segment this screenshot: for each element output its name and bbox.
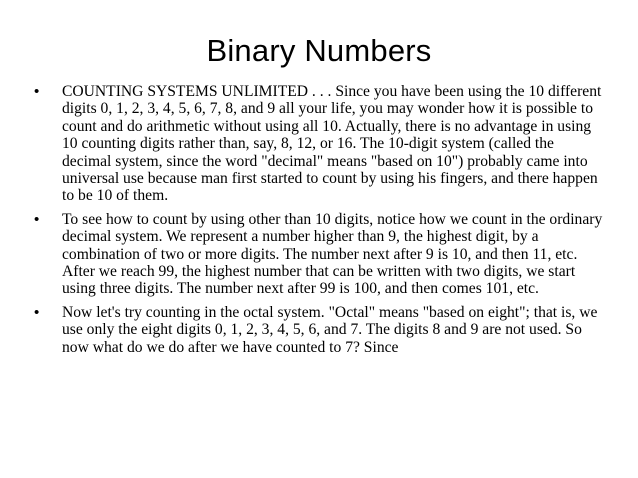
bullet-icon: • bbox=[34, 83, 40, 100]
bullet-icon: • bbox=[34, 210, 40, 228]
bullet-text: To see how to count by using other than 10 digits, notice how we count in the ordinary decimal system. We represent a number higher than 9, the highest digit, by a combination of two or more digits. The number next after 9 is 10, and then 11, etc. After we reach 99, the highest number that can be written with two digits, we start using three digits. The number next after 99 is 100, and then comes 101, etc. bbox=[62, 210, 603, 298]
bullet-text: COUNTING SYSTEMS UNLIMITED . . . Since you have been using the 10 different digits 0, 1, 2, 3, 4, 5, 6, 7, 8, and 9 all your life, you may wonder how it is possible to count and do arithmetic without using all 10. Actually, there is no advantage in using 10 counting digits rather than, say, 8, 12, or 16. The 10-digit system (called the decimal system, since the word "decimal" means "based on 10") probably came into universal use because man first started to count by using his fingers, and there happen to be 10 of them. bbox=[62, 83, 602, 205]
bullet-item-counting-systems bbox=[34, 83, 606, 205]
slide-title: Binary Numbers bbox=[206, 33, 432, 68]
bullet-icon: • bbox=[34, 303, 40, 321]
bullet-item-decimal-counting bbox=[34, 211, 606, 298]
bullet-list bbox=[34, 83, 606, 362]
bullet-text: Now let's try counting in the octal system. "Octal" means "based on eight"; that is, we use only the eight digits 0, 1, 2, 3, 4, 5, 6, and 7. The digits 8 and 9 are not used. So now what do we do after we have counted to 7? Since bbox=[62, 303, 598, 356]
bullet-item-octal-system bbox=[34, 304, 606, 356]
